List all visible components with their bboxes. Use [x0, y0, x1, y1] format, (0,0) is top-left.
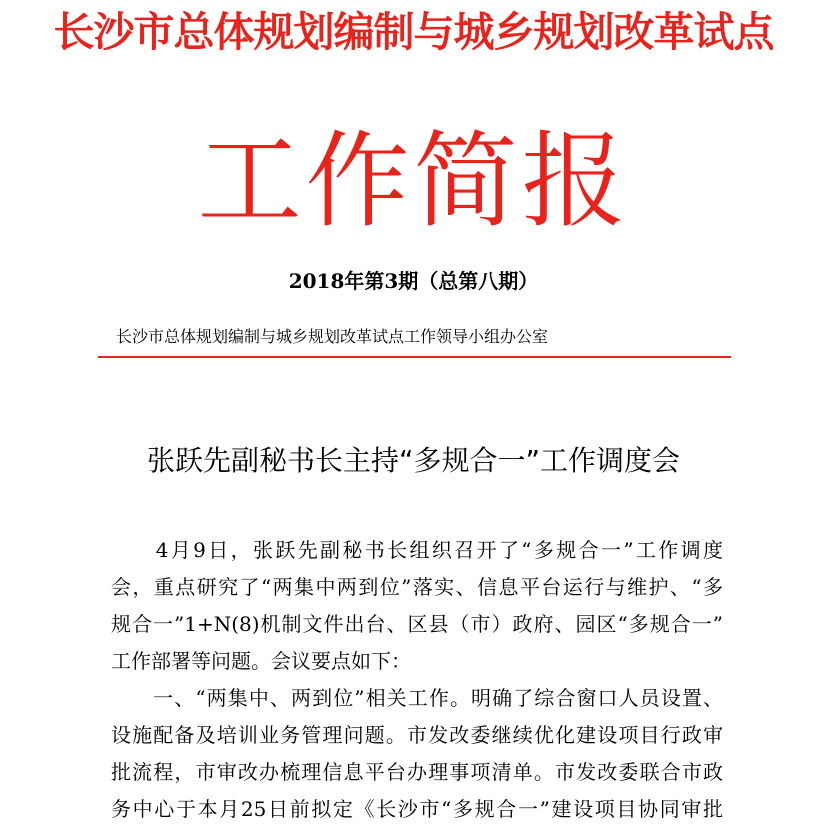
red-divider-line [98, 356, 731, 358]
body-line: 工作部署等问题。会议要点如下： [111, 649, 411, 673]
article-title: 张跃先副秘书长主持“多规合一”工作调度会 [146, 444, 680, 477]
body-line: 一、“两集中、两到位”相关工作。明确了综合窗口人员设置、 [111, 686, 723, 710]
organization-header: 长沙市总体规划编制与城乡规划改革试点 [53, 8, 774, 56]
body-line: 规合一”1+N(8)机制文件出台、区县（市）政府、园区“多规合一” [111, 612, 723, 636]
bulletin-title: 工作简报 [197, 120, 630, 242]
body-line: 设施配备及培训业务管理问题。市发改委继续优化建设项目行政审 [111, 723, 723, 747]
body-line: 会，重点研究了“两集中两到位”落实、信息平台运行与维护、“多 [111, 575, 723, 599]
issuing-office: 长沙市总体规划编制与城乡规划改革试点工作领导小组办公室 [116, 327, 549, 346]
body-line: 批流程，市审改办梳理信息平台办理事项清单。市发改委联合市政 [111, 760, 723, 784]
issue-number: 2018年第3期（总第八期） [288, 269, 539, 293]
body-line: 务中心于本月25日前拟定《长沙市“多规合一”建设项目协同审批 [111, 797, 723, 821]
article-body [111, 532, 723, 828]
body-line: 4月9日，张跃先副秘书长组织召开了“多规合一”工作调度 [111, 538, 723, 562]
